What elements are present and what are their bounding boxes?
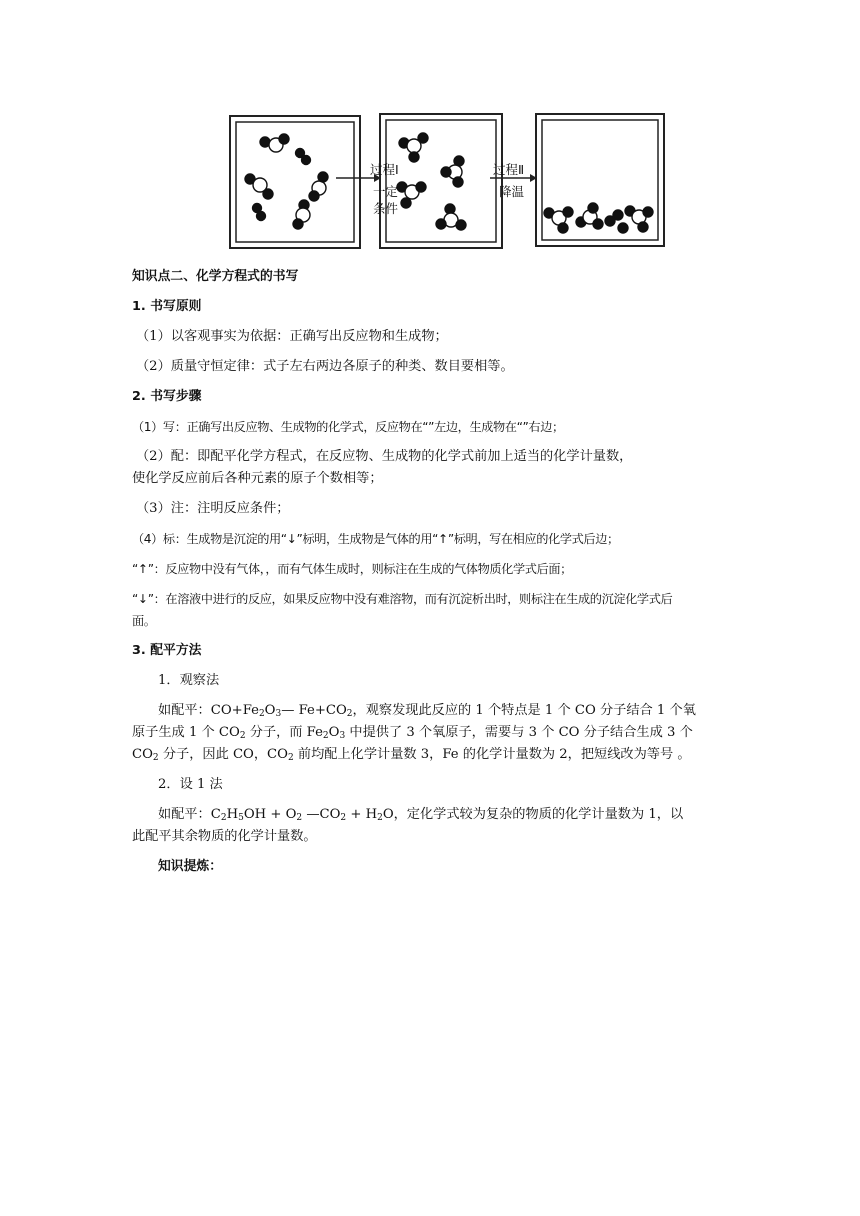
- arrow2-label-line1: 过程Ⅱ: [493, 162, 525, 177]
- m1-l2-a: 原子生成 1 个 CO: [132, 725, 240, 740]
- section-2-item-3: （3）注：注明反应条件；: [136, 501, 290, 516]
- box1-molecules: [245, 134, 328, 229]
- m1-frag-c: ，观察发现此反应的 1 个特点是 1 个 CO 分子结合 1 个氧: [352, 703, 696, 718]
- arrow1-label-line3: 条件: [373, 201, 399, 216]
- sub-2: 2: [377, 813, 383, 823]
- section-1-item-2: （2）质量守恒定律：式子左右两边各原子的种类、数目要相等。: [136, 359, 514, 374]
- section-3-title: 3. 配平方法: [132, 643, 202, 658]
- sub-2: 2: [340, 813, 347, 823]
- sub-2: 2: [287, 753, 294, 763]
- m2-frag-d: —CO: [302, 807, 341, 822]
- m2-frag-a: 如配平：C: [158, 807, 221, 822]
- sub-2: 2: [346, 709, 353, 719]
- arrow1-label-line2: 一定: [373, 184, 399, 199]
- sub-2: 2: [322, 731, 329, 741]
- m1-l3-b: 分子，因此 CO，CO: [158, 747, 288, 762]
- section-2-item-2: [132, 446, 734, 490]
- sub-3: 3: [339, 731, 346, 741]
- sub-2: 2: [296, 813, 303, 823]
- knowledge-point-2-title: 知识点二、化学方程式的书写: [132, 269, 299, 284]
- box2-molecules: [397, 133, 466, 230]
- method-1-line3: [132, 744, 734, 766]
- m1-frag-b: — Fe+CO: [281, 703, 347, 718]
- sub-2: 2: [152, 753, 159, 763]
- sub-2: 2: [239, 731, 246, 741]
- molecule-diagram-svg: [226, 112, 666, 252]
- arrow1-label-line1: 过程Ⅰ: [370, 162, 399, 177]
- precipitate-arrow-note: [132, 588, 734, 632]
- arrow2-label-line2: 降温: [499, 184, 525, 199]
- section-2-item-1: （1）写：正确写出反应物、生成物的化学式，反应物在“”左边，生成物在“”右边；: [132, 420, 564, 434]
- sub-2: 2: [220, 813, 227, 823]
- section-2-item-2-line1: （2）配：即配平化学方程式，在反应物、生成物的化学式前加上适当的化学计量数，: [136, 449, 633, 464]
- section-1-title: 1. 书写原则: [132, 299, 202, 314]
- document-content: [132, 266, 734, 886]
- method-1-title: 1．观察法: [158, 673, 220, 688]
- m1-frag-a: 如配平：CO+Fe: [158, 703, 259, 718]
- m2-frag-b: H: [226, 807, 239, 822]
- m2-frag-e: + H: [346, 807, 378, 822]
- method-2-text: [132, 804, 734, 848]
- m2-frag-c: OH + O: [243, 807, 297, 822]
- m1-l2-b: 分子，而 Fe: [245, 725, 323, 740]
- method-1-text: 如配平：$CO+Fe_2O_3—$ $Fe+CO_2$，观察发现此反应的 1 个特点是 1 个 CO 分子结合 1 个氧 原子生成 1 个 $CO_2$ 分子，而 $Fe_2O_3$ 中提供了 3 个氧原子，需要与 3 个 CO 分子结合生成 3 个 $CO_2$ 分子，因此 CO，$CO_2$ 前均配上化学计量数 3，Fe 的化学计量数为 2，把短线改为等号 。: [132, 700, 734, 766]
- section-2-item-2-line2: 使化学反应前后各种元素的原子个数相等；: [132, 471, 383, 486]
- box3-molecules: [544, 203, 653, 233]
- sub-5: 5: [238, 813, 244, 823]
- method-1-line2: 原子生成 1 个 $CO_2$ 分子，而 $Fe_2O_3$ 中提供了 3 个氧原子，需要与 3 个 CO 分子结合生成 3 个: [132, 725, 693, 741]
- m1-l3-c: 前均配上化学计量数 3，Fe 的化学计量数为 2，把短线改为等号 。: [293, 747, 691, 762]
- gas-arrow-note: “↑”：反应物中没有气体，，而有气体生成时，则标注在生成的气体物质化学式后面；: [132, 562, 572, 576]
- molecule-process-diagram: [226, 112, 666, 252]
- section-2-title: 2. 书写步骤: [132, 389, 202, 404]
- sub-3: 3: [275, 709, 282, 719]
- summary-title: 知识提炼：: [158, 859, 222, 874]
- method-2-title: 2．设 1 法: [158, 777, 223, 792]
- method-2-line2: 此配平其余物质的化学计量数。: [132, 829, 317, 844]
- section-1-item-1: （1）以客观事实为依据：正确写出反应物和生成物；: [136, 329, 448, 344]
- section-2-item-4: （4）标：生成物是沉淀的用“↓”标明，生成物是气体的用“↑”标明，写在相应的化学式后边；: [132, 532, 619, 546]
- m1-l2-c: 中提供了 3 个氧原子，需要与 3 个 CO 分子结合生成 3 个: [345, 725, 693, 740]
- sub-2: 2: [258, 709, 265, 719]
- m1-l3-a: CO: [132, 747, 153, 762]
- m2-frag-f: O，定化学式较为复杂的物质的化学计量数为 1，以: [382, 807, 684, 822]
- precipitate-note-line2: 面。: [132, 614, 156, 628]
- precipitate-note-line1: “↓”：在溶液中进行的反应，如果反应物中没有难溶物，而有沉淀析出时，则标注在生成的沉淀化学式后: [132, 592, 673, 606]
